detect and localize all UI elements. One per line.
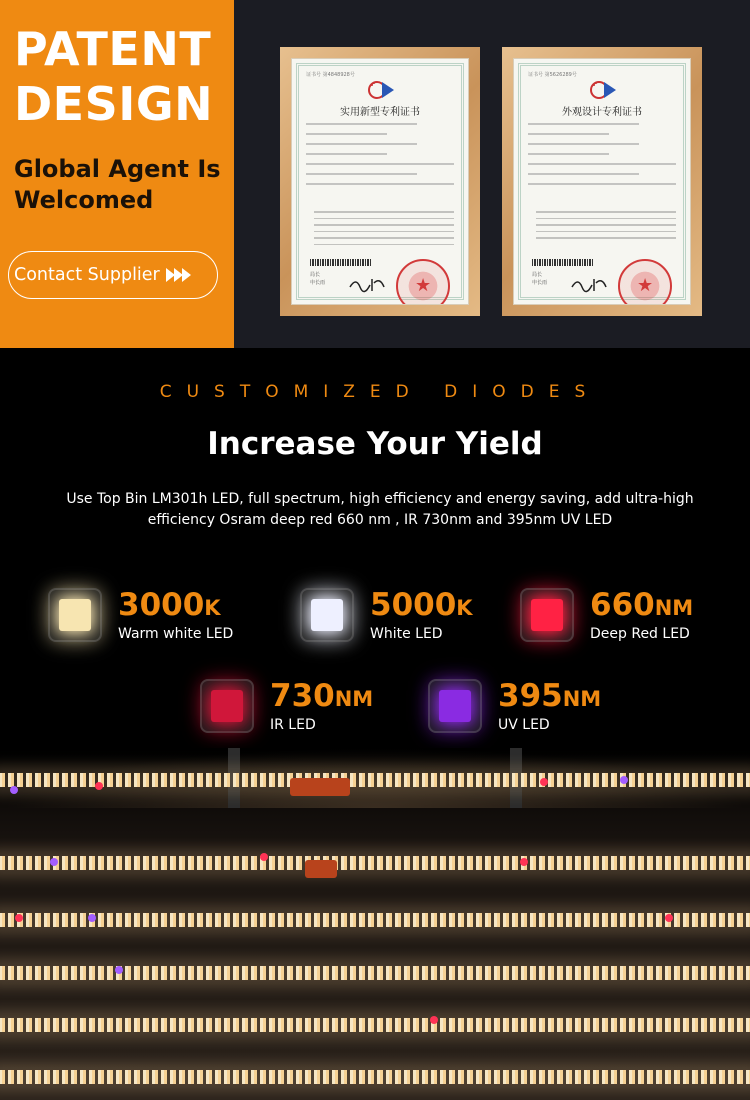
led-value-unit: NM <box>654 595 694 620</box>
official-seal <box>618 259 672 305</box>
contact-supplier-button[interactable] <box>8 251 218 299</box>
led-chip-core <box>439 690 471 722</box>
led-spec-white <box>300 588 473 642</box>
section-headline: Increase Your Yield <box>207 426 543 462</box>
contact-supplier-label: Contact Supplier <box>14 265 160 285</box>
agent-line1: Global Agent Is <box>14 155 221 183</box>
section-subtitle: CUSTOMIZED DIODES <box>159 382 601 402</box>
patent-section <box>0 0 750 348</box>
led-chip-core <box>311 599 343 631</box>
led-value <box>118 586 233 624</box>
led-value-number: 730 <box>270 677 335 714</box>
led-value-unit: K <box>204 595 221 620</box>
patent-title-line1: PATENT <box>14 22 212 76</box>
led-label: White LED <box>370 625 443 642</box>
cert-right-title: 外观设计专利证书 <box>562 107 642 118</box>
led-chip-icon <box>48 588 102 642</box>
led-value-number: 395 <box>498 677 563 714</box>
led-value-number: 3000 <box>118 586 205 623</box>
cert-left-title: 实用新型专利证书 <box>340 107 420 118</box>
led-value-unit: NM <box>334 686 374 711</box>
led-chip-icon <box>300 588 354 642</box>
led-value <box>590 586 694 624</box>
agent-line2: Welcomed <box>14 186 154 214</box>
led-spec-deep-red <box>520 588 693 642</box>
utility-patent-certificate: 证书号 第4848928号 实用新型专利证书 局长 申长雨 ★ <box>280 47 480 316</box>
patent-office-logo <box>586 79 620 101</box>
led-value <box>370 586 473 624</box>
led-value <box>270 677 374 715</box>
led-chip-icon <box>200 679 254 733</box>
signature <box>348 275 388 293</box>
design-patent-certificate: 证书号 第5626289号 外观设计专利证书 局长 申长雨 ★ <box>502 47 702 316</box>
grow-light-photo <box>0 748 750 1100</box>
diodes-section <box>0 348 750 1100</box>
signature <box>570 275 610 293</box>
led-chip-core <box>59 599 91 631</box>
led-label: Warm white LED <box>118 625 234 642</box>
led-chip-icon <box>428 679 482 733</box>
led-spec-warm-white <box>48 588 233 642</box>
barcode <box>532 259 594 266</box>
led-value-number: 5000 <box>370 586 457 623</box>
agent-welcome-text <box>14 154 221 216</box>
section-description: Use Top Bin LM301h LED, full spectrum, high efficiency and energy saving, add ultra-high efficiency Osram deep red 660 nm , IR 730nm and 395nm UV LED <box>66 491 694 528</box>
official-seal <box>396 259 450 305</box>
led-chip-core <box>211 690 243 722</box>
led-spec-ir <box>200 679 373 733</box>
led-spec-uv <box>428 679 601 733</box>
led-label: Deep Red LED <box>590 625 690 642</box>
led-value-unit: K <box>456 595 473 620</box>
patent-office-logo <box>364 79 398 101</box>
patent-panel <box>0 0 234 348</box>
led-label: UV LED <box>498 716 550 733</box>
led-value-number: 660 <box>590 586 655 623</box>
patent-title <box>14 22 213 132</box>
led-chip-icon <box>520 588 574 642</box>
triple-arrow-icon <box>166 268 190 282</box>
barcode <box>310 259 372 266</box>
led-value-unit: NM <box>562 686 602 711</box>
led-chip-core <box>531 599 563 631</box>
led-label: IR LED <box>270 716 316 733</box>
led-value <box>498 677 602 715</box>
patent-title-line2: DESIGN <box>14 77 214 131</box>
